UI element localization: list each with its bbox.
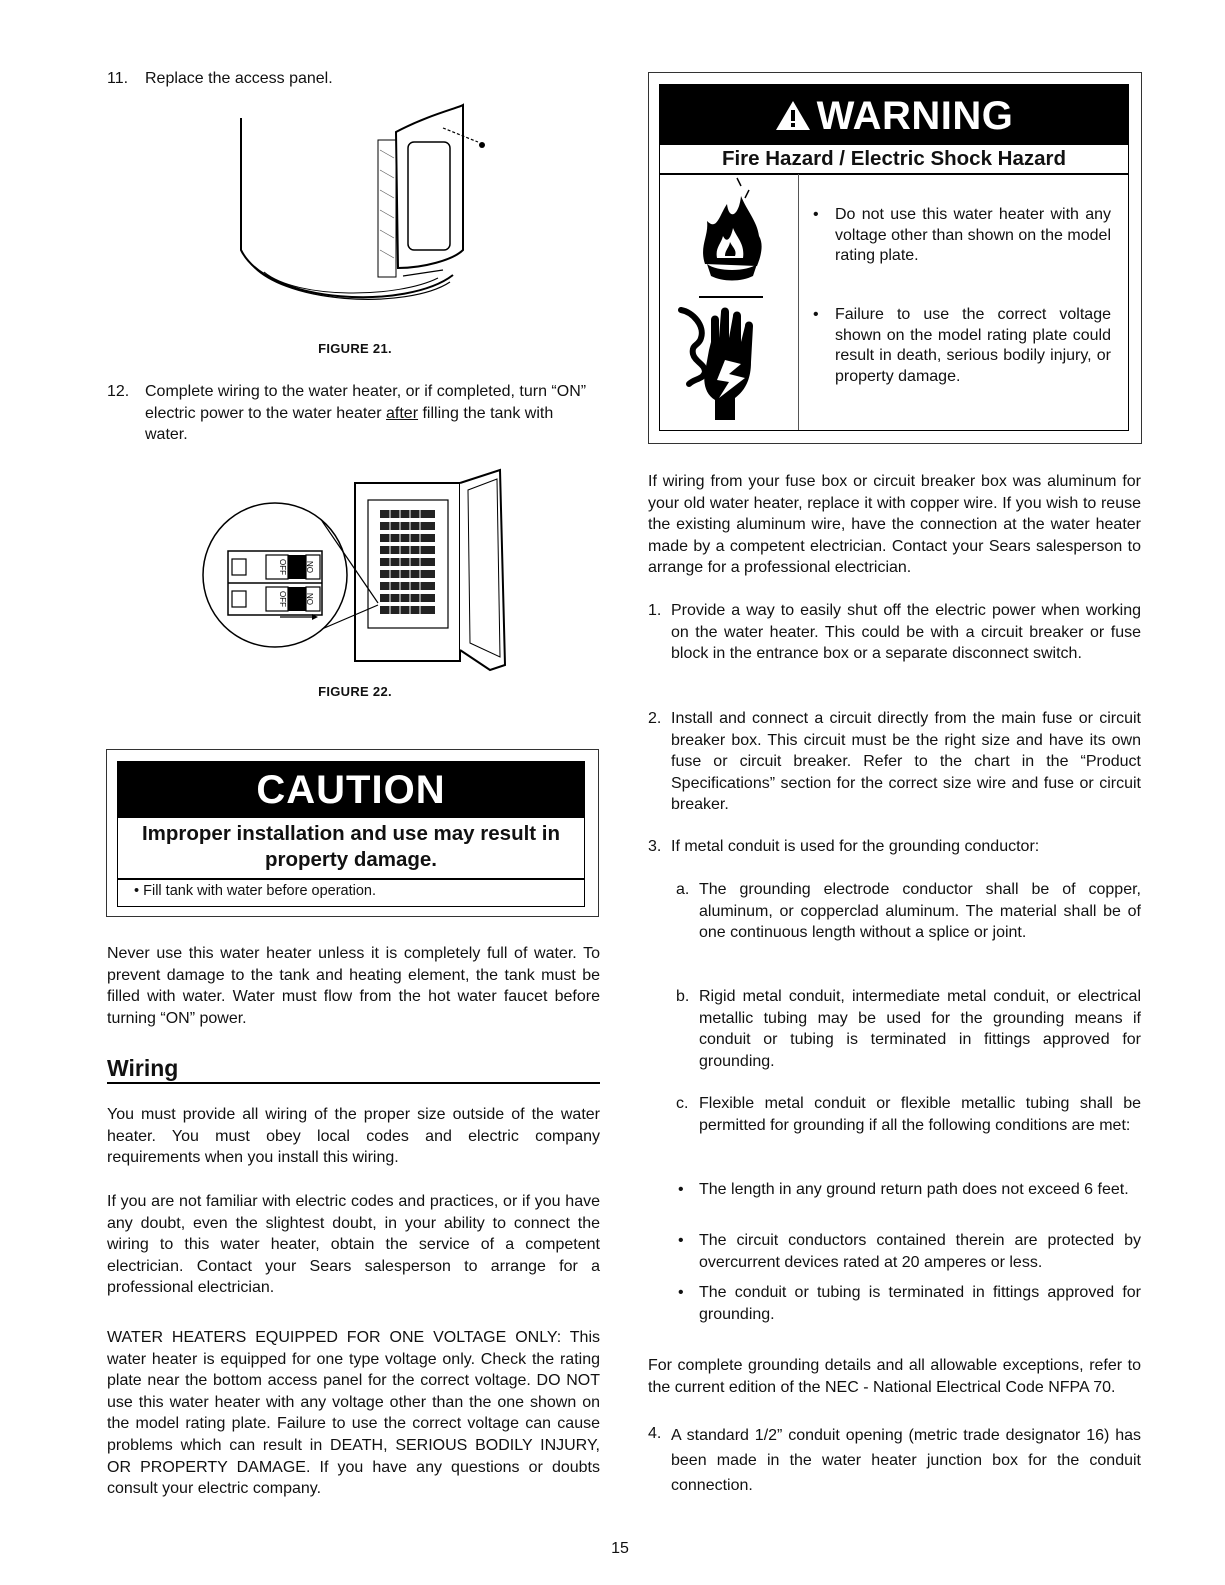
figure-21-caption: FIGURE 21.	[318, 341, 392, 356]
list-item-2-text: Install and connect a circuit directly from the main fuse or circuit breaker box. This circuit must be the right size and have its own fuse or circuit breaker. Refer to the chart in the “Product Specifications” section for the correct size wire and fuse or circuit breaker.	[671, 710, 1141, 814]
list-item-2-number: 2.	[648, 710, 662, 727]
sublist-item-a-letter: a.	[676, 881, 690, 898]
warning-item-1-bullet: •	[813, 206, 819, 223]
step-12-number: 12.	[107, 383, 130, 400]
paragraph-one-voltage: WATER HEATERS EQUIPPED FOR ONE VOLTAGE ONLY: This water heater is equipped for one type voltage only. Check the rating plate near the bottom access panel for the correct voltage. DO NOT use this water heater with any voltage other than the one shown on the model rating plate. Failure to use the correct voltage can cause problems which can result in DEATH, SERIOUS BODILY INJURY, OR PROPERTY DAMAGE. If you have any questions or doubts consult your electric company.	[107, 1329, 600, 1498]
list-item-1-text: Provide a way to easily shut off the electric power when working on the water heater. This could be with a circuit breaker or fuse block in the entrance box or a separate disconnect switch.	[671, 602, 1141, 663]
sublist-item-b-text: Rigid metal conduit, intermediate metal conduit, or electrical metallic tubing may be used for the grounding means if conduit or tubing is terminated in fittings approved for grounding.	[699, 988, 1141, 1070]
warning-item-2	[811, 305, 1111, 387]
bullet-2-marker: •	[678, 1232, 684, 1249]
bullet-1-marker: •	[678, 1181, 684, 1198]
bullet-3-marker: •	[678, 1284, 684, 1301]
fire-hazard-icon	[697, 176, 767, 300]
breaker-on-label-2: ON	[306, 593, 315, 605]
warning-item-1	[811, 205, 1111, 267]
electric-shock-hazard-icon	[671, 302, 771, 422]
list-item-1-number: 1.	[648, 602, 662, 619]
sublist-item-a-text: The grounding electrode conductor shall be of copper, aluminum, or copperclad aluminum. The material shall be of one continuous length without a splice or joint.	[699, 881, 1141, 942]
step-11-text: Replace the access panel.	[145, 70, 333, 87]
figure-21-water-heater-illustration	[238, 100, 508, 330]
list-item-4-text: A standard 1/2” conduit opening (metric trade designator 16) has been made in the water heater junction box for the conduit connection.	[671, 1427, 1141, 1494]
caution-divider	[118, 878, 584, 880]
caution-title: CAUTION	[118, 762, 584, 818]
bullet-2-text: The circuit conductors contained therein are protected by overcurrent devices rated at 20 amperes or less.	[699, 1232, 1141, 1271]
bullet-1-text: The length in any ground return path does not exceed 6 feet.	[699, 1181, 1129, 1198]
list-item-3-text: If metal conduit is used for the grounding conductor:	[671, 838, 1040, 855]
caution-bullet-text: Fill tank with water before operation.	[143, 883, 377, 899]
paragraph-not-familiar: If you are not familiar with electric codes and practices, or if you have any doubt, even the slightest doubt, in your ability to connect the wiring to this water heater, obtain the service of a competent electrician. Contact your Sears salesperson to arrange for a professional electrician.	[107, 1193, 600, 1297]
step-11-number: 11.	[107, 70, 129, 87]
list-item-3-number: 3.	[648, 838, 662, 855]
sublist-item-b-letter: b.	[676, 988, 690, 1005]
paragraph-aluminum-wiring: If wiring from your fuse box or circuit breaker box was aluminum for your old water heater, replace it with copper wire. If you wish to reuse the existing aluminum wire, have the connection at the water heater made by a competent electrician. Contact your Sears salesperson to arrange for a professional electrician.	[648, 473, 1141, 577]
warning-title-bar	[660, 85, 1128, 145]
step-12-underlined-word: after	[386, 404, 419, 422]
bullet-3-text: The conduit or tubing is terminated in fittings approved for grounding.	[699, 1284, 1141, 1323]
warning-divider	[660, 173, 1128, 175]
warning-column-divider	[798, 174, 799, 430]
warning-item-2-bullet: •	[813, 306, 819, 323]
paragraph-never-use: Never use this water heater unless it is completely full of water. To prevent damage to the tank and heating element, the tank must be filled with water. Water must flow from the hot water faucet before turning “ON” power.	[107, 945, 600, 1027]
figure-22-breaker-panel-illustration	[200, 465, 520, 675]
page-number: 15	[611, 1540, 629, 1557]
warning-item-1-text: Do not use this water heater with any voltage other than shown on the model rating plate.	[835, 206, 1111, 264]
caution-subtitle: Improper installation and use may result in property damage.	[141, 822, 561, 871]
breaker-off-label-1: OFF	[278, 559, 287, 575]
warning-triangle-icon	[775, 99, 811, 131]
wiring-heading: Wiring	[107, 1054, 600, 1084]
step-12-text-part1: Complete wiring to the water heater, or if completed, turn “ON” electric power to the water heater	[145, 383, 587, 422]
caution-bullet: • Fill tank with water before operation.	[134, 883, 377, 899]
figure-22-caption: FIGURE 22.	[318, 684, 392, 699]
step-12-text	[145, 381, 600, 446]
list-item-4-number: 4.	[648, 1425, 662, 1442]
warning-item-2-text: Failure to use the correct voltage shown on the model rating plate could result in death, serious bodily injury, or property damage.	[835, 306, 1111, 385]
breaker-off-label-2: OFF	[278, 591, 287, 607]
warning-title: WARNING	[816, 94, 1014, 138]
step-12-text-part2: filling the tank with water.	[145, 404, 554, 444]
sublist-item-c-letter: c.	[676, 1095, 689, 1112]
breaker-on-label-1: ON	[306, 561, 315, 573]
paragraph-grounding-details: For complete grounding details and all allowable exceptions, refer to the current edition of the NEC - National Electrical Code NFPA 70.	[648, 1357, 1141, 1396]
sublist-item-c-text: Flexible metal conduit or flexible metallic tubing shall be permitted for grounding if all the following conditions are met:	[699, 1095, 1141, 1134]
warning-subtitle: Fire Hazard / Electric Shock Hazard	[721, 147, 1067, 170]
paragraph-provide-wiring: You must provide all wiring of the proper size outside of the water heater. You must obey local codes and electric company requirements when you install this wiring.	[107, 1106, 600, 1167]
